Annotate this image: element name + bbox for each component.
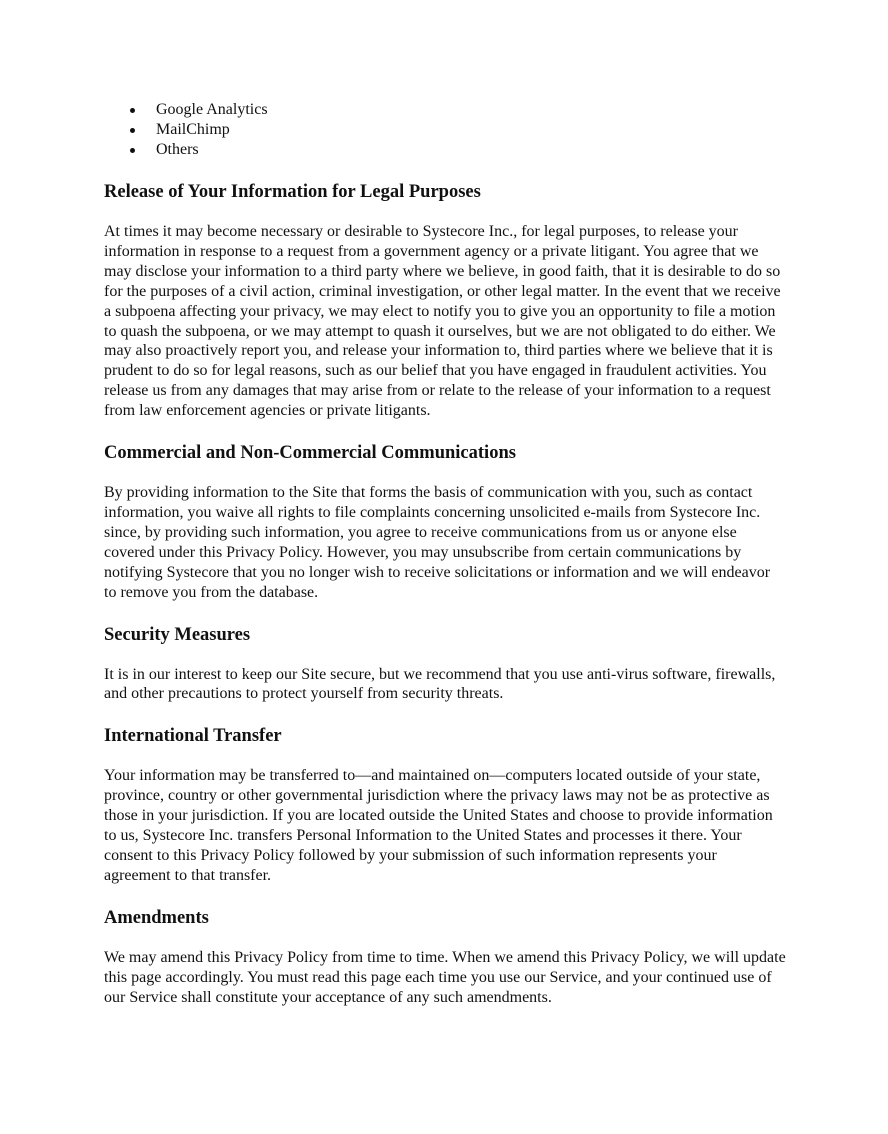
section-heading: International Transfer xyxy=(104,726,282,747)
section-heading: Amendments xyxy=(104,907,209,928)
section-heading: Security Measures xyxy=(104,624,251,645)
section-body: It is in our interest to keep our Site secure, but we recommend that you use anti-virus software, firewalls, and other precautions to protect yourself from security threats. xyxy=(104,665,776,703)
bullet-item: MailChimp xyxy=(126,120,786,140)
section-communications xyxy=(104,441,786,602)
section-body: By providing information to the Site that forms the basis of communication with you, such as contact information, you waive all rights to file complaints concerning unsolicited e-mails from Systecore Inc. since, by providing such information, you agree to receive communications from us or anyone else covered under this Privacy Policy. However, you may unsubscribe from certain communications by notifying Systecore that you no longer wish to receive solicitations or information and we will endeavor to remove you from the database. xyxy=(104,484,771,601)
section-body: Your information may be transferred to—and maintained on—computers located outside of your state, province, country or other governmental jurisdiction where the privacy laws may not be as protective as those in your jurisdiction. If you are located outside the United States and choose to provide information to us, Systecore Inc. transfers Personal Information to the United States and processes it there. Your consent to this Privacy Policy followed by your submission of such information represents your agreement to that transfer. xyxy=(104,767,773,884)
section-legal-purposes xyxy=(104,180,786,421)
section-amendments xyxy=(104,906,786,1008)
bullet-item: Others xyxy=(126,140,786,160)
section-international-transfer xyxy=(104,724,786,885)
section-heading: Commercial and Non-Commercial Communications xyxy=(104,443,516,464)
section-security-measures xyxy=(104,623,786,705)
document-page xyxy=(104,100,786,1007)
section-body: We may amend this Privacy Policy from time to time. When we amend this Privacy Policy, we will update this page accordingly. You must read this page each time you use our Service, and your continued use of our Service shall constitute your acceptance of any such amendments. xyxy=(104,948,786,1006)
bullet-list xyxy=(104,100,786,160)
section-heading: Release of Your Information for Legal Purposes xyxy=(104,182,481,202)
bullet-item: Google Analytics xyxy=(126,100,786,120)
section-body: At times it may become necessary or desirable to Systecore Inc., for legal purposes, to release your information in response to a request from a government agency or a private litigant. You agree that we may disclose your information to a third party where we believe, in good faith, that it is desirable to do so for the purposes of a civil action, criminal investigation, or other legal matter. In the event that we receive a subpoena affecting your privacy, we may elect to notify you to give you an opportunity to file a motion to quash the subpoena, or we may attempt to quash it ourselves, but we are not obligated to do either. We may also proactively report you, and release your information to, third parties where we believe that it is prudent to do so for legal reasons, such as our belief that you have engaged in fraudulent activities. You release us from any damages that may arise from or relate to the release of your information to a request from law enforcement agencies or private litigants. xyxy=(104,223,781,420)
